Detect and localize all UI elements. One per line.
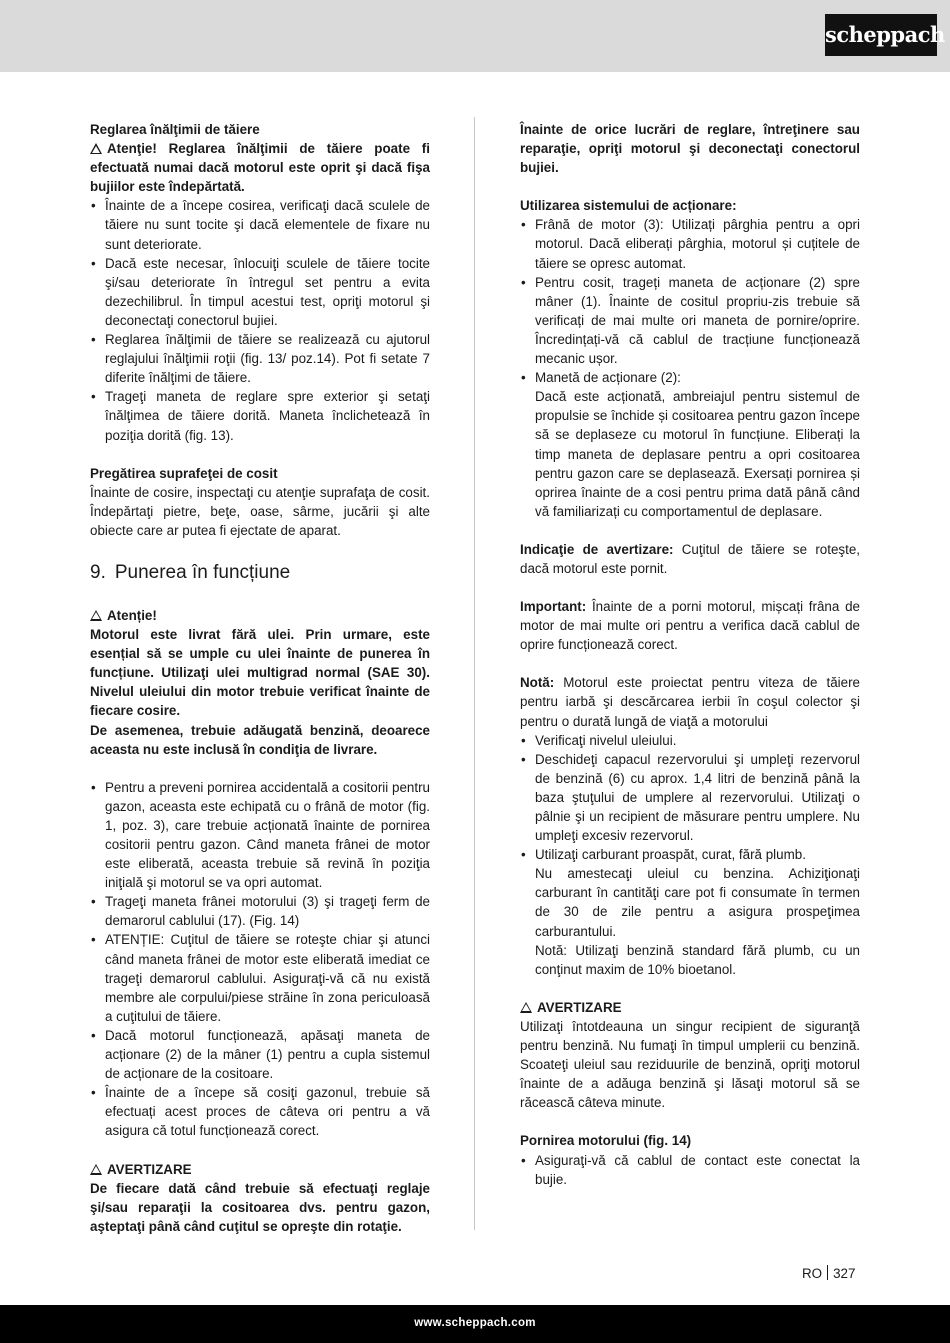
brand-logo: scheppach xyxy=(825,14,937,56)
list-item: • Utilizaţi carburant proaspăt, curat, fără plumb. Nu amestecaţi uleiul cu benzina. Achiziţionaţi carburant în cantităţi care pot fi consumate în termen de 30 de zile pentru a asigura prospeţimea carburantului. Notă: Utilizaţi benzină standard fără plumb, cu un conţinut maxim de 10% bioetanol. xyxy=(520,845,860,979)
warning-triangle-icon xyxy=(90,143,102,154)
list-item-detail: Nu amestecaţi uleiul cu benzina. Achiziţionaţi carburant în cantităţi care pot fi consumate în termen de 30 de zile pentru a asigura prospeţimea carburantului. xyxy=(535,866,860,939)
warning-label: AVERTIZARE xyxy=(107,1161,192,1177)
list-item: • Pentru cosit, trageți maneta de acționare (2) spre mâner (1). Înainte de cositul propriu-zis trebuie să verificați de mai multe ori maneta de pornire/oprire. Încredințați-vă că cablul de tracțiune funcționează mecanic ușor. xyxy=(520,273,860,368)
height-list xyxy=(90,196,430,444)
section-title-text: Punerea în funcțiune xyxy=(114,561,291,583)
actuation-list xyxy=(520,215,860,521)
list-item: • ATENȚIE: Cuţitul de tăiere se roteşte chiar şi atunci când maneta frânei de motor este eliberată imediat ce trageţi demarorul cablului. Asiguraţi-vă că nu există membre ale corpului/piese străine în zona periculoasă a cuţitului de tăiere. xyxy=(90,930,430,1025)
list-item: • Trageţi maneta frânei motorului (3) şi trageţi ferm de demarorul cablului (17). (Fig. 14) xyxy=(90,892,430,930)
note-paragraph xyxy=(520,673,860,730)
warning-heading xyxy=(520,998,860,1017)
warning-triangle-icon xyxy=(90,610,102,621)
warning-heading xyxy=(90,1160,430,1179)
column-divider xyxy=(474,117,475,1230)
hint-paragraph xyxy=(520,540,860,578)
left-column xyxy=(90,120,430,1236)
list-item: • Dacă este necesar, înlocuiţi sculele de tăiere tocite şi/sau deteriorate în întregul set pentru a evita dezechilibrul. În timpul acestui test, opriţi motorul şi deconectaţi conectorul bujiei. xyxy=(90,254,430,330)
important-label: Important: xyxy=(520,599,587,615)
list-item-detail: Dacă este acționată, ambreiajul pentru sistemul de propulsie se închide și cositoarea pentru gazon începe să se deplaseze cu motorul în funcțiune. Eliberați la timp maneta de deplasare pentru a opri cositoarea pentru gazon care se deplasează. Exersați pornirea și oprirea înainte de a cosi pentru prima dată până când vă familiarizați cu comportamentul de deplasare. xyxy=(535,389,860,519)
page-number-separator xyxy=(827,1265,828,1280)
important-text: Înainte de a porni motorul, mișcați frâna de motor de mai multe ori pentru a verifica dacă cablul de oprire funcționează corect. xyxy=(520,599,860,653)
important-paragraph xyxy=(520,597,860,654)
section-number: 9. xyxy=(90,561,106,583)
list-item: • Deschideţi capacul rezervorului şi umpleţi rezervorul de benzină (6) cu aprox. 1,4 litri de benzină până la baza ştuţului de umplere al rezervorului. Utilizaţi o pâlnie şi un recipient de măsurare pentru umplere. Nu umpleţi excesiv rezervorul. xyxy=(520,750,860,845)
heading-surface-prep: Pregătirea suprafeţei de cosit xyxy=(90,465,278,481)
warning-label: AVERTIZARE xyxy=(537,999,622,1015)
page-lang: RO xyxy=(802,1266,823,1281)
page-number-value: 327 xyxy=(833,1266,856,1281)
section-title xyxy=(90,561,430,585)
warning-triangle-icon xyxy=(520,1002,532,1013)
list-item: • Verificaţi nivelul uleiului. xyxy=(520,731,860,750)
attention-label: Atenție! xyxy=(107,607,157,623)
list-item: • Frână de motor (3): Utilizați pârghia pentru a opri motorul. Dacă eliberați pârghia, motorul și cuțitele de tăiere se opresc automat. xyxy=(520,215,860,272)
warning-text: De fiecare dată când trebuie să efectuaţi reglaje şi/sau reparaţii la cositoarea dvs. pentru gazon, aşteptaţi până când cuţitul se opreşte din rotaţie. xyxy=(90,1180,430,1234)
hint-label: Indicaţie de avertizare: xyxy=(520,541,674,557)
list-item: • Manetă de acționare (2): Dacă este acționată, ambreiajul pentru sistemul de propulsie se închide și cositoarea pentru gazon începe să se deplaseze cu motorul în funcțiune. Eliberați la timp maneta de deplasare pentru a opri cositoarea pentru gazon care se deplasează. Exersați pornirea și oprirea înainte de a cosi pentru prima dată până când vă familiarizați cu comportamentul de deplasare. xyxy=(520,368,860,521)
heading-engine-start: Pornirea motorului (fig. 14) xyxy=(520,1133,692,1149)
list-item: • Trageţi maneta de reglare spre exterior şi setaţi înălţimea de tăiere dorită. Maneta înclichetează în poziţia dorită (fig. 13). xyxy=(90,387,430,444)
list-item-detail: Notă: Utilizaţi benzină standard fără plumb, cu un conţinut maxim de 10% bioetanol. xyxy=(535,942,860,977)
footer-bar xyxy=(0,1305,950,1343)
note-text: Motorul este proiectat pentru viteza de tăiere pentru iarbă şi descărcarea ierbii în coşul colector şi pentru o durată lungă de viaţă a motorului xyxy=(520,675,860,729)
list-item: • Dacă motorul funcționează, apăsaţi maneta de acționare (2) de la mâner (1) pentru a cupla sistemul de acționare de la cositoare. xyxy=(90,1026,430,1083)
start-list xyxy=(90,778,430,1141)
oil-text: Motorul este livrat fără ulei. Prin urmare, este esențial să se umple cu ulei înainte de punerea în funcțiune. Utilizaţi ulei multigrad normal (SAE 30). Nivelul uleiului din motor trebuie verificat înainte de fiecare cosire. xyxy=(90,627,430,719)
right-column xyxy=(520,120,860,1189)
attention-heading xyxy=(90,606,430,625)
footer-url[interactable]: www.scheppach.com xyxy=(414,1317,536,1329)
note-list xyxy=(520,731,860,979)
page-number xyxy=(802,1265,855,1283)
list-item: • Înainte de a începe să cosiţi gazonul, trebuie să efectuați acest proces de câteva ori pentru a vă asigura că totul funcționează corect. xyxy=(90,1083,430,1140)
list-item: • Asiguraţi-vă că cablul de contact este conectat la bujie. xyxy=(520,1151,860,1189)
surface-prep-text: Înainte de cosire, inspectaţi cu atenţie suprafaţa de cosit. Îndepărtaţi pietre, beţe, oase, sârme, jucării şi alte obiecte care ar putea fi ejectate de aparat. xyxy=(90,484,430,538)
list-item: • Înainte de a începe cosirea, verificaţi dacă sculele de tăiere nu sunt tocite şi dacă elementele de fixare nu sunt deteriorate. xyxy=(90,196,430,253)
hint-text: Cuţitul de tăiere se roteşte, dacă motorul este pornit. xyxy=(520,541,860,576)
heading-cutting-height: Reglarea înălţimii de tăiere xyxy=(90,122,260,137)
height-warning-text: Atenţie! Reglarea înălţimii de tăiere poate fi efectuată numai dacă motorul este oprit şi dacă fişa bujiilor este îndepărtată. xyxy=(90,141,430,195)
engine-start-list xyxy=(520,1151,860,1189)
height-warning xyxy=(90,139,430,196)
list-item: • Pentru a preveni pornirea accidentală a cositorii pentru gazon, aceasta este echipată cu o frână de motor (fig. 1, poz. 3), care trebuie acționată înainte de pornirea cositorii pentru gazon. Când maneta frânei de motor este eliberată, aceasta trebuie să revină în poziţia iniţială şi motorul se va opri automat. xyxy=(90,778,430,893)
intro-warning: Înainte de orice lucrări de reglare, întreţinere sau reparaţie, opriţi motorul şi deconectaţi conectorul bujiei. xyxy=(520,122,860,176)
warning-text: Utilizaţi întotdeauna un singur recipient de siguranţă pentru benzină. Nu fumaţi în timpul umplerii cu benzină. Scoateţi uleiul sau reziduurile de benzină, opriţi motorul înainte de a adăuga benzină şi lăsaţi motorul să se răcească câteva minute. xyxy=(520,1018,860,1111)
warning-triangle-icon xyxy=(90,1164,102,1175)
note-label: Notă: xyxy=(520,675,555,691)
header-band xyxy=(0,0,950,72)
heading-actuation: Utilizarea sistemului de acționare: xyxy=(520,198,737,214)
fuel-text: De asemenea, trebuie adăugată benzină, deoarece aceasta nu este inclusă în condiţia de livrare. xyxy=(90,722,430,757)
list-item: • Reglarea înălţimii de tăiere se realizează cu ajutorul reglajului înălţimii roţii (fig. 13/ poz.14). Pot fi setate 7 diferite înălţimi de tăiere. xyxy=(90,330,430,387)
